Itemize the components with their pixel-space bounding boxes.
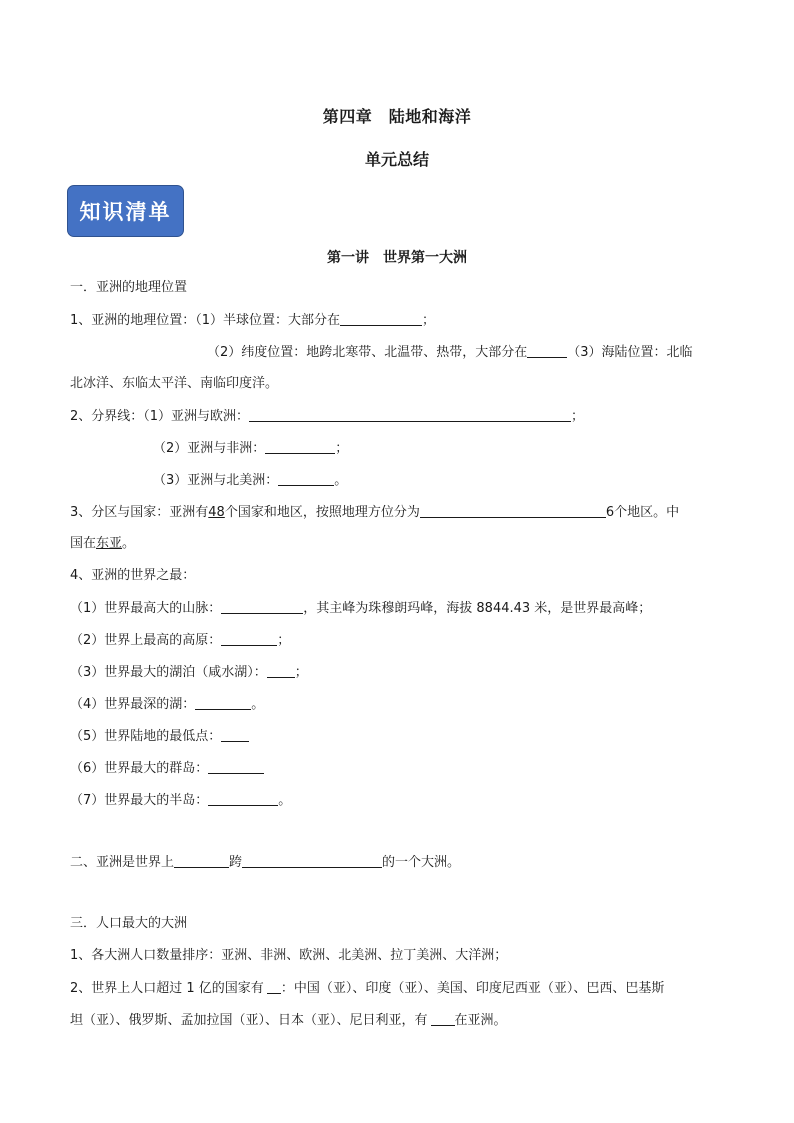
section2-line	[70, 853, 460, 872]
q4-item-7	[70, 791, 291, 810]
section2-label-a: 二、亚洲是世界上	[70, 855, 175, 870]
q4-item-4-label: （4）世界最深的湖：	[70, 697, 196, 712]
knowledge-list-badge	[67, 185, 184, 237]
q4-item-1-label: （1）世界最高大的山脉：	[70, 601, 222, 616]
answer-blank	[221, 599, 303, 614]
q4-item-4-end: 。	[251, 697, 265, 712]
answer-blank	[278, 471, 334, 486]
answer-blank	[208, 759, 264, 774]
lecture-title: 第一讲 世界第一大洲	[327, 250, 467, 266]
q1-latitude-label: （2）纬度位置：地跨北寒带、北温带、热带，大部分在	[207, 345, 528, 360]
q1-latitude	[207, 343, 693, 362]
chapter-title: 第四章 陆地和海洋	[322, 107, 472, 126]
q3-china-region: 东亚	[96, 536, 123, 551]
answer-blank	[221, 727, 249, 742]
s3-q2-cont	[70, 1011, 507, 1030]
unit-title: 单元总结	[364, 150, 429, 169]
q4-item-2	[70, 631, 290, 650]
q2-boundary-europe	[70, 407, 584, 426]
q3-china-end: 。	[122, 536, 136, 551]
s3-q2-label-c: 坦（亚）、俄罗斯、孟加拉国（亚）、日本（亚）、尼日利亚，有	[70, 1013, 428, 1028]
q3-regions	[70, 503, 679, 522]
section1-heading: 一．亚洲的地理位置	[70, 280, 188, 295]
answer-blank	[420, 503, 606, 518]
q4-item-1	[70, 599, 651, 618]
q1-hemisphere-label: 1、亚洲的地理位置：（1）半球位置：大部分在	[70, 313, 341, 328]
badge-label: 知识清单	[79, 199, 172, 224]
q2-na-end: 。	[334, 473, 348, 488]
q3-country-count: 48	[208, 505, 225, 520]
s3-q2-label-b: ：中国（亚）、印度（亚）、美国、印度尼西亚（亚）、巴西、巴基斯	[280, 981, 665, 996]
q4-item-1-end: ，其主峰为珠穆朗玛峰，海拔 8844.43 米，是世界最高峰；	[303, 601, 652, 616]
q4-item-5-label: （5）世界陆地的最低点：	[70, 729, 222, 744]
s3-q2	[70, 979, 664, 998]
s3-q1: 1、各大洲人口数量排序：亚洲、非洲、欧洲、北美洲、拉丁美洲、大洋洲；	[70, 948, 508, 963]
answer-blank	[527, 343, 567, 358]
answer-blank	[267, 663, 295, 678]
q2-europe-label: 2、分界线：（1）亚洲与欧洲：	[70, 409, 250, 424]
q1-sea-land-label: （3）海陆位置：北临	[567, 345, 693, 360]
q4-item-2-label: （2）世界上最高的高原：	[70, 633, 222, 648]
q4-heading: 4、亚洲的世界之最：	[70, 568, 196, 583]
q4-item-3-label: （3）世界最大的湖泊（咸水湖）：	[70, 665, 267, 680]
q4-item-3-end: ；	[294, 665, 308, 680]
answer-blank	[267, 979, 281, 994]
answer-blank	[195, 695, 251, 710]
q1-sea-land-cont: 北冰洋、东临太平洋、南临印度洋。	[70, 376, 279, 391]
q2-na-label: （3）亚洲与北美洲：	[153, 473, 279, 488]
section2-label-b: 跨	[229, 855, 243, 870]
answer-blank	[249, 407, 571, 422]
q1-hemisphere	[70, 311, 435, 330]
q4-item-7-label: （7）世界最大的半岛：	[70, 793, 209, 808]
q4-item-2-end: ；	[277, 633, 291, 648]
answer-blank	[174, 853, 229, 868]
q1-hemisphere-end: ；	[422, 313, 436, 328]
answer-blank	[242, 853, 382, 868]
q3-label: 3、分区与国家：亚洲有	[70, 505, 209, 520]
q2-europe-end: ；	[571, 409, 585, 424]
q4-item-3	[70, 663, 308, 682]
section2-label-c: 的一个大洲。	[382, 855, 461, 870]
q4-item-6-label: （6）世界最大的群岛：	[70, 761, 209, 776]
q3-china	[70, 535, 135, 553]
s3-q2-label-a: 2、世界上人口超过 1 亿的国家有	[70, 981, 264, 996]
q2-africa-label: （2）亚洲与非洲：	[153, 441, 266, 456]
section3-heading: 三．人口最大的大洲	[70, 916, 188, 931]
answer-blank	[221, 631, 277, 646]
q4-item-7-end: 。	[278, 793, 292, 808]
s3-q2-label-d: 在亚洲。	[454, 1013, 507, 1028]
q3-china-label: 国在	[70, 536, 97, 551]
q4-item-4	[70, 695, 264, 714]
q2-boundary-north-america	[153, 471, 347, 490]
q4-item-6	[70, 759, 264, 778]
q3-label-b: 个国家和地区，按照地理方位分为	[224, 505, 420, 520]
q2-africa-end: ；	[335, 441, 349, 456]
q3-label-c: 6个地区。中	[605, 505, 680, 520]
answer-blank	[431, 1011, 455, 1026]
q2-boundary-africa	[153, 439, 348, 458]
answer-blank	[265, 439, 335, 454]
answer-blank	[340, 311, 422, 326]
q4-item-5	[70, 727, 249, 746]
answer-blank	[208, 791, 278, 806]
